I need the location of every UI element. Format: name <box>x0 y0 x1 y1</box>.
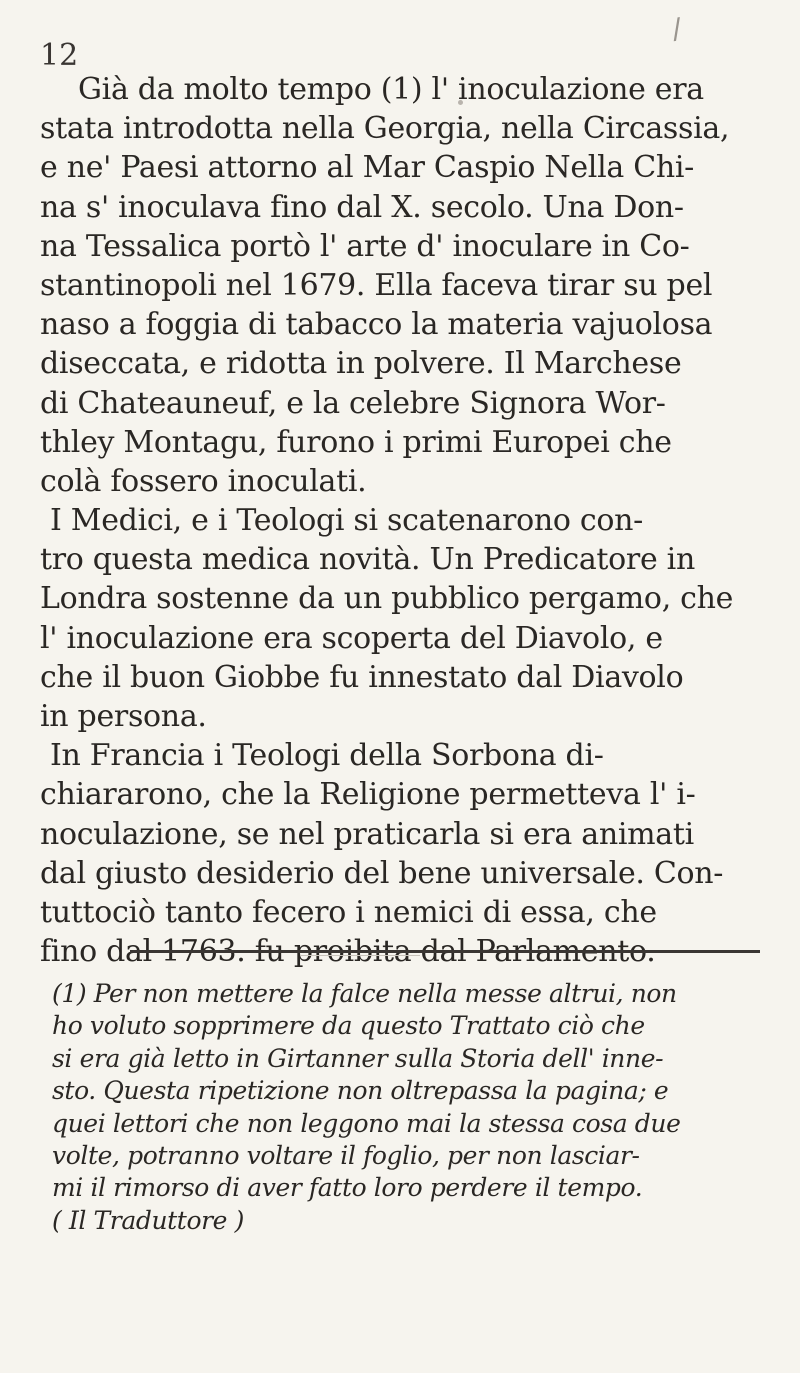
footnote-line: sto. Questa ripetizione non oltrepassa la pagina; e <box>52 1076 669 1106</box>
body-line: chiararono, che la Religione permetteva l' i- <box>40 777 696 813</box>
body-line: che il buon Giobbe fu innestato dal Diavolo <box>40 659 684 695</box>
body-line: stata introdotta nella Georgia, nella Circassia, <box>40 111 730 147</box>
page-number: 12 <box>40 38 79 73</box>
footnote-line: ho voluto sopprimere da questo Trattato ciò che <box>52 1011 645 1041</box>
main-text-block <box>40 70 760 971</box>
footnote-line: quei lettori che non leggono mai la stessa cosa due <box>52 1108 681 1138</box>
body-line: tro questa medica novità. Un Predicatore in <box>40 542 695 578</box>
body-line: e ne' Paesi attorno al Mar Caspio Nella Chi- <box>40 150 695 186</box>
body-line: In Francia i Teologi della Sorbona di- <box>50 738 604 774</box>
body-line: l' inoculazione era scoperta del Diavolo, e <box>40 620 663 656</box>
footnote-line: (1) Per non mettere la falce nella messe altrui, non <box>52 979 677 1008</box>
body-line: thley Montagu, furono i primi Europei che <box>40 424 672 460</box>
footnote-line: volte, potranno voltare il foglio, per non lasciar- <box>52 1140 640 1170</box>
body-line: noculazione, se nel praticarla si era animati <box>40 816 694 852</box>
footnote-line: si era già letto in Girtanner sulla Storia dell' inne- <box>52 1043 664 1073</box>
body-line: fino dal 1763. fu proibita dal Parlamento. <box>40 934 656 970</box>
body-line: I Medici, e i Teologi si scatenarono con- <box>50 503 644 539</box>
body-line: diseccata, e ridotta in polvere. Il Marchese <box>40 346 682 382</box>
body-line: di Chateauneuf, e la celebre Signora Wor- <box>40 385 666 421</box>
separator-shadow <box>300 955 420 956</box>
body-line: stantinopoli nel 1679. Ella faceva tirar su pel <box>40 267 713 303</box>
body-line: na Tessalica portò l' arte d' inoculare in Co- <box>40 228 690 264</box>
corner-mark: / <box>669 11 684 46</box>
body-line: in persona. <box>40 699 207 734</box>
body-line: Londra sostenne da un pubblico pergamo, che <box>40 581 734 617</box>
footnote-separator <box>130 950 760 953</box>
body-line: dal giusto desiderio del bene universale. Con- <box>40 855 724 891</box>
body-line: na s' inoculava fino dal X. secolo. Una Don- <box>40 189 684 225</box>
footnote-attribution: ( Il Traduttore ) <box>52 1205 244 1235</box>
body-line: tuttociò tanto fecero i nemici di essa, che <box>40 894 657 930</box>
body-line: Già da molto tempo (1) l' inoculazione era <box>78 72 704 107</box>
footnote-line: mi il rimorso di aver fatto loro perdere il tempo. <box>52 1173 643 1203</box>
body-line: colà fossero inoculati. <box>40 463 367 499</box>
body-line: naso a foggia di tabacco la materia vajuolosa <box>40 307 713 343</box>
footnote-block <box>52 978 760 1237</box>
